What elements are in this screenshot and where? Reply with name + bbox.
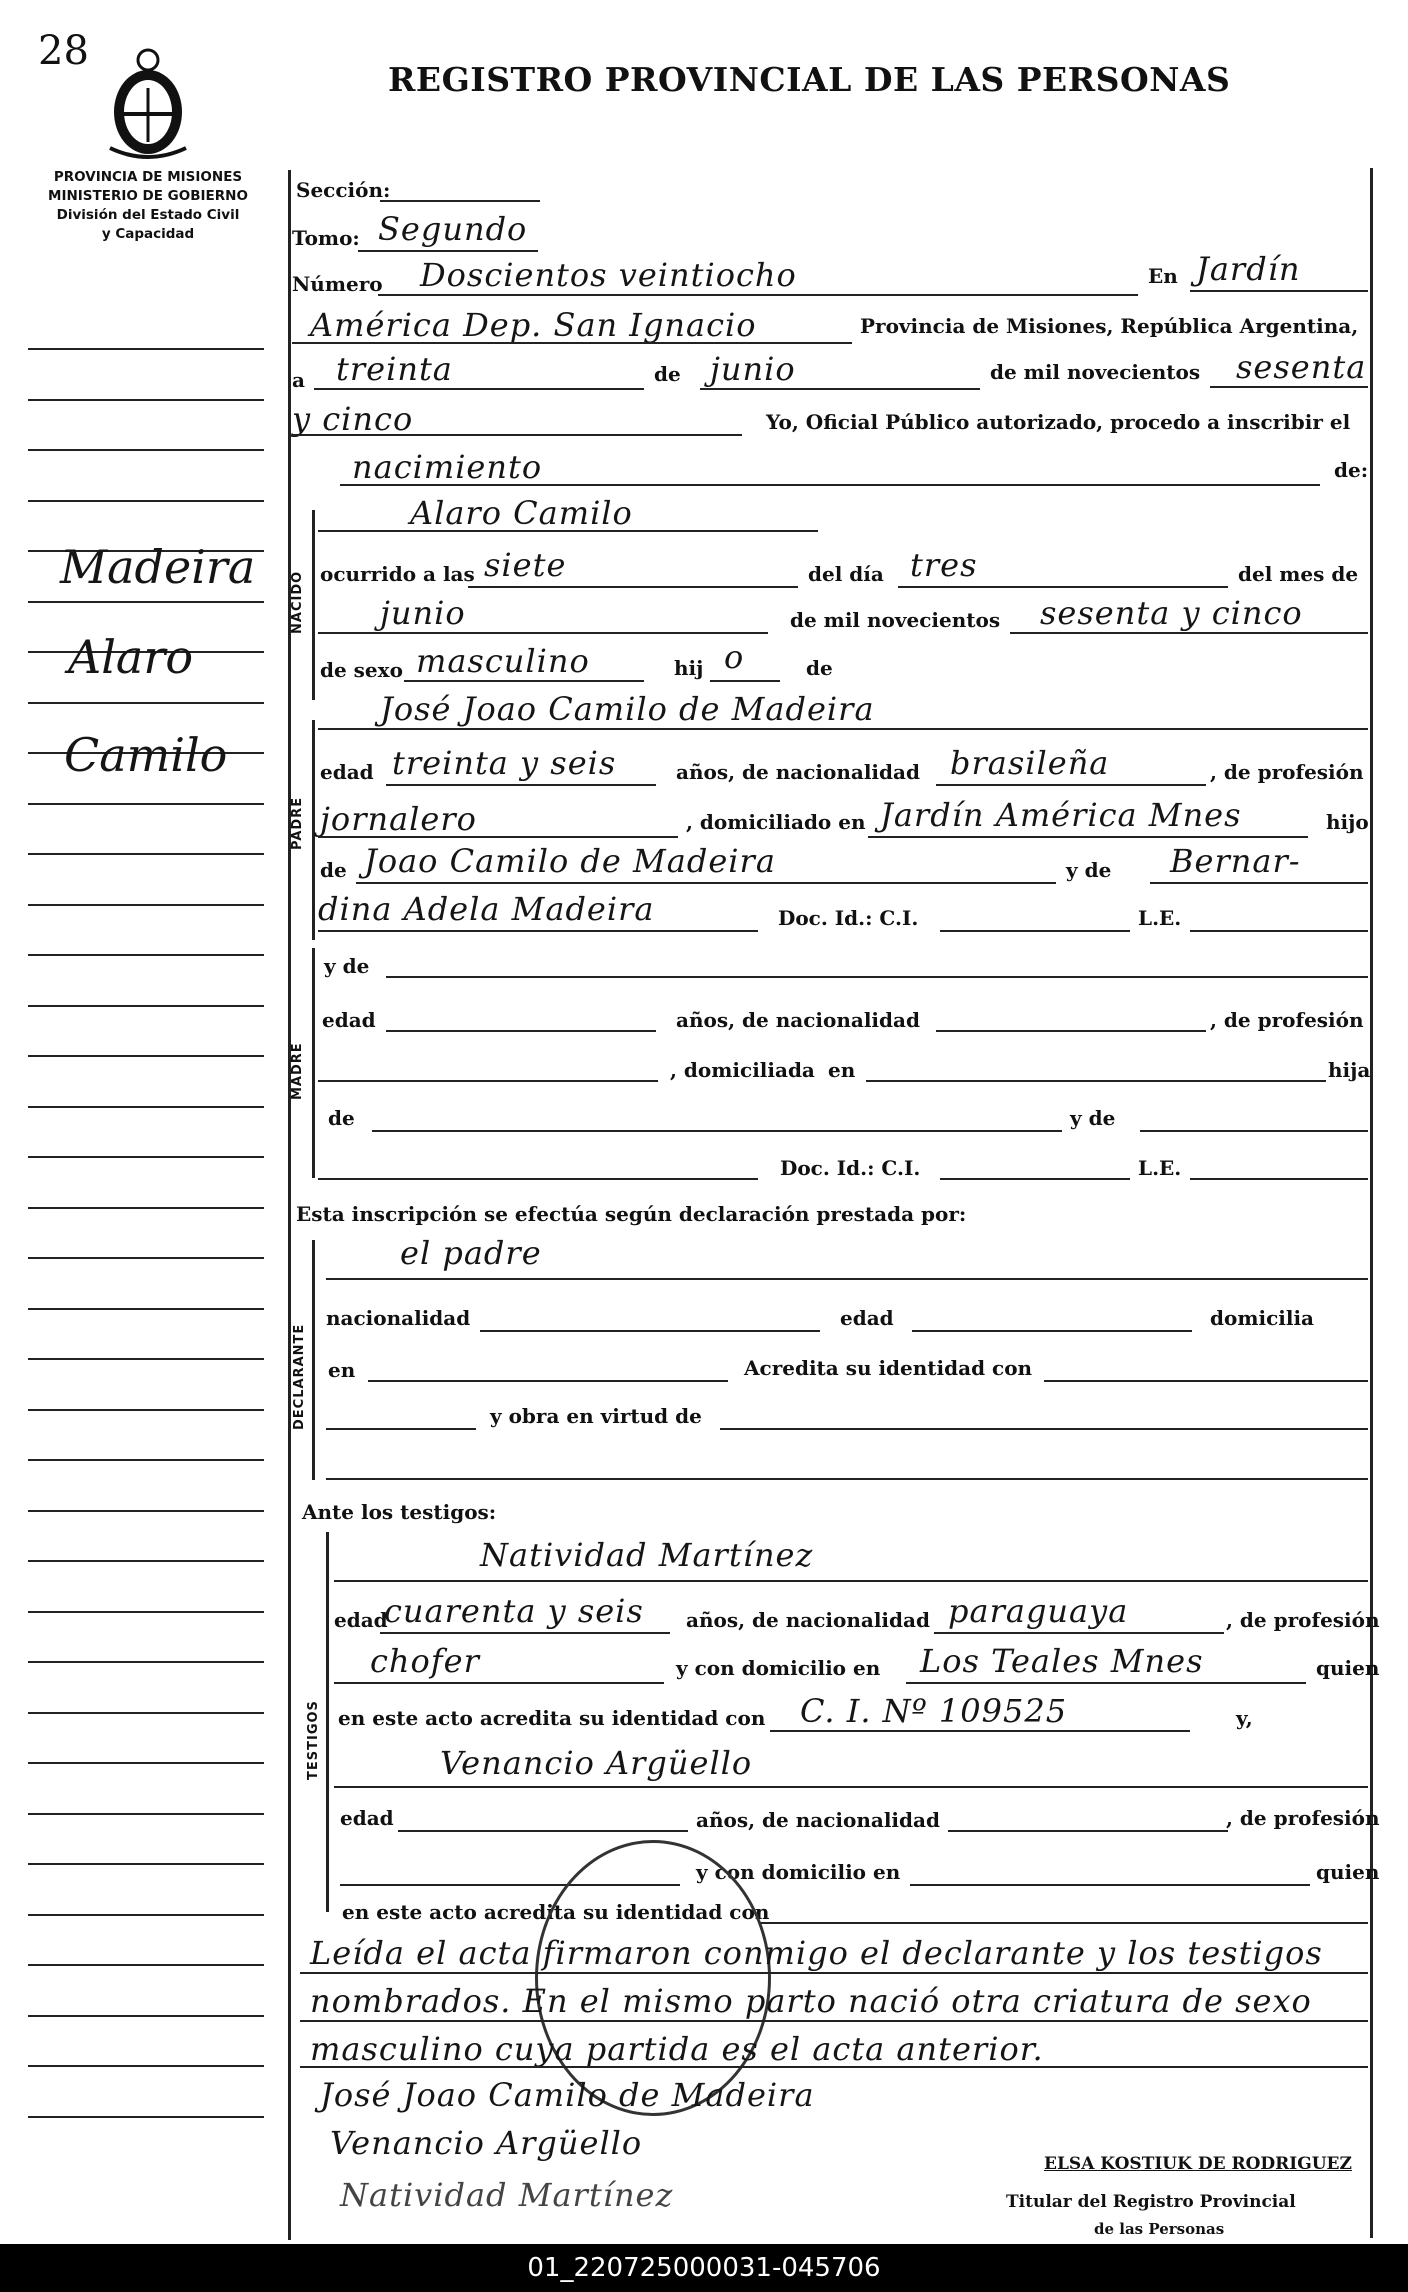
closing-line-1: Leída el acta firmaron conmigo el declarante y los testigos xyxy=(310,1934,1323,1972)
hour-value: siete xyxy=(484,546,567,584)
margin-rule xyxy=(28,449,264,451)
tomo-label: Tomo: xyxy=(292,226,360,250)
madre-bracket xyxy=(312,948,315,1178)
province-line: PROVINCIA DE MISIONES xyxy=(53,169,243,185)
padre-edad-line xyxy=(386,784,656,786)
witness1-edad-line xyxy=(380,1632,670,1634)
nacido-year-line xyxy=(1010,632,1368,634)
madre-doc-line xyxy=(940,1178,1130,1180)
padre-dom-label: , domiciliado en xyxy=(686,810,866,834)
acto-line xyxy=(340,484,1320,486)
ocurrido-label: ocurrido a las xyxy=(320,562,475,586)
signature-witness-2: Venancio Argüello xyxy=(330,2124,643,2162)
nacido-bracket xyxy=(312,510,315,700)
margin-rule xyxy=(28,399,264,401)
witness2-quien-label: quien xyxy=(1316,1860,1380,1884)
madre-dom-label: , domiciliada xyxy=(670,1058,815,1082)
province-block xyxy=(28,168,268,244)
de-label: de xyxy=(654,362,681,386)
witness2-name-line xyxy=(334,1786,1368,1788)
testigos-bracket xyxy=(326,1532,329,1912)
witness2-nac-label: años, de nacionalidad xyxy=(696,1808,940,1832)
nacido-year-value: sesenta y cinco xyxy=(1040,594,1303,632)
margin-rule xyxy=(28,1712,264,1714)
margin-rule xyxy=(28,1964,264,1966)
margin-rule xyxy=(28,1459,264,1461)
declarante-virtud-line xyxy=(720,1428,1368,1430)
declarante-bracket xyxy=(312,1240,315,1480)
madre-edad-line xyxy=(386,1030,656,1032)
witness2-id-line xyxy=(760,1922,1368,1924)
declarante-en-label: en xyxy=(328,1358,356,1382)
division-line-2: y Capacidad xyxy=(101,226,195,242)
margin-rule xyxy=(28,1510,264,1512)
padre-doc-label: Doc. Id.: C.I. xyxy=(778,906,919,930)
hij-label: hij xyxy=(674,656,704,680)
officer-title-1: Titular del Registro Provincial xyxy=(1006,2192,1296,2212)
numero-value: Doscientos veintiocho xyxy=(420,256,797,294)
page-number: 28 xyxy=(38,28,89,74)
sexo-line xyxy=(404,680,644,682)
declarante-domicilia-label: domicilia xyxy=(1210,1306,1315,1330)
day-value: treinta xyxy=(336,350,453,388)
del-dia-label: del día xyxy=(808,562,884,586)
margin-rule xyxy=(28,1863,264,1865)
signature-declarante: José Joao Camilo de Madeira xyxy=(320,2076,815,2114)
madre-prof-label: , de profesión xyxy=(1210,1008,1364,1032)
madre-father-line xyxy=(372,1130,1062,1132)
en-label: En xyxy=(1148,264,1178,288)
declarante-id-line xyxy=(326,1428,476,1430)
padre-prof-line xyxy=(318,836,678,838)
margin-rule xyxy=(28,853,264,855)
margin-rule xyxy=(28,1560,264,1562)
officer-title-2: de las Personas xyxy=(1094,2220,1225,2238)
margin-rule xyxy=(28,500,264,502)
witness1-prof-value: chofer xyxy=(370,1642,480,1680)
padre-mother-line xyxy=(1150,882,1368,884)
madre-mother-line-2 xyxy=(318,1178,758,1180)
padre-mother-value: Bernar- xyxy=(1170,842,1301,880)
declarante-intro: Esta inscripción se efectúa según declaración prestada por: xyxy=(296,1202,967,1226)
witness1-name-line xyxy=(334,1580,1368,1582)
witness1-nac-line xyxy=(934,1632,1224,1634)
margin-rule xyxy=(28,348,264,350)
margin-rule xyxy=(28,1762,264,1764)
form-right-border xyxy=(1370,168,1373,2238)
margin-rule xyxy=(28,954,264,956)
margin-rule xyxy=(28,1106,264,1108)
closing-rule-2 xyxy=(300,2020,1368,2022)
form-left-border xyxy=(288,170,291,2240)
declarante-edad-label: edad xyxy=(840,1306,894,1330)
declarante-section-label: DECLARANTE xyxy=(292,1323,307,1430)
padre-doc-line xyxy=(940,930,1130,932)
year-value-2: y cinco xyxy=(292,400,414,438)
signature-witness-1: Natividad Martínez xyxy=(340,2176,674,2214)
testigos-section-label: TESTIGOS xyxy=(306,1700,321,1780)
hij-line xyxy=(710,680,780,682)
padre-father-line xyxy=(356,882,1056,884)
madre-nac-label: años, de nacionalidad xyxy=(676,1008,920,1032)
seccion-line xyxy=(380,200,540,202)
acto-value: nacimiento xyxy=(352,448,543,486)
declarante-extra-line xyxy=(326,1478,1368,1480)
padre-name-line xyxy=(318,728,1368,730)
hour-line xyxy=(468,586,798,588)
padre-le-line xyxy=(1190,930,1368,932)
margin-rule xyxy=(28,1308,264,1310)
tomo-line xyxy=(358,250,538,252)
margin-note-surname: Madeira xyxy=(60,540,256,594)
witness1-dom-label: y con domicilio en xyxy=(676,1656,881,1680)
margin-rule xyxy=(28,2065,264,2067)
witness1-nac-value: paraguaya xyxy=(948,1592,1129,1630)
en-line xyxy=(1190,290,1368,292)
madre-de-label: de xyxy=(328,1106,355,1130)
nacido-month-value: junio xyxy=(380,594,466,632)
padre-dom-line xyxy=(868,836,1308,838)
margin-note-name-2: Camilo xyxy=(64,728,228,782)
madre-doc-label: Doc. Id.: C.I. xyxy=(780,1156,921,1180)
witness2-name: Venancio Argüello xyxy=(440,1744,753,1782)
witness1-nac-label: años, de nacionalidad xyxy=(686,1608,930,1632)
margin-rule xyxy=(28,1055,264,1057)
declarante-edad-line xyxy=(912,1330,1192,1332)
padre-section-label: PADRE xyxy=(290,796,305,850)
declarante-acredita-label: Acredita su identidad con xyxy=(744,1356,1033,1380)
place-line xyxy=(292,342,852,344)
madre-mother-line xyxy=(1140,1130,1368,1132)
year-value: sesenta xyxy=(1236,348,1367,386)
margin-rule xyxy=(28,1156,264,1158)
madre-le-label: L.E. xyxy=(1138,1156,1182,1180)
oficial-text: Yo, Oficial Público autorizado, procedo a inscribir el xyxy=(766,410,1351,434)
madre-hija-label: hija xyxy=(1328,1058,1371,1082)
padre-edad-value: treinta y seis xyxy=(392,744,617,782)
madre-nac-line xyxy=(936,1030,1206,1032)
witness2-acto-label: en este acto acredita su identidad con xyxy=(342,1900,770,1924)
month-value: junio xyxy=(710,350,796,388)
year-label: de mil novecientos xyxy=(990,360,1201,384)
officer-name: ELSA KOSTIUK DE RODRIGUEZ xyxy=(1044,2154,1352,2174)
witness2-dom-line xyxy=(910,1884,1310,1886)
declarante-nac-label: nacionalidad xyxy=(326,1306,471,1330)
place-value: América Dep. San Ignacio xyxy=(310,306,757,344)
witness1-prof-line xyxy=(334,1682,664,1684)
padre-y-de-label: y de xyxy=(1066,858,1112,882)
margin-rule xyxy=(28,803,264,805)
witness2-prof-label: , de profesión xyxy=(1226,1806,1380,1830)
margin-rule xyxy=(28,702,264,704)
padre-name: José Joao Camilo de Madeira xyxy=(380,690,875,728)
padre-bracket xyxy=(312,720,315,940)
nacido-day-value: tres xyxy=(910,546,978,584)
margin-rule xyxy=(28,1358,264,1360)
padre-mother-value-2: dina Adela Madeira xyxy=(318,890,655,928)
margin-rule xyxy=(28,2015,264,2017)
margin-rule xyxy=(28,1611,264,1613)
witness1-edad-value: cuarenta y seis xyxy=(384,1592,644,1630)
padre-nac-value: brasileña xyxy=(950,744,1110,782)
closing-rule-1 xyxy=(300,1972,1368,1974)
provincia-text: Provincia de Misiones, República Argentina, xyxy=(860,314,1359,338)
margin-rule xyxy=(28,1661,264,1663)
witness1-dom-value: Los Teales Mnes xyxy=(920,1642,1204,1680)
witness1-dom-line xyxy=(906,1682,1306,1684)
margin-rule xyxy=(28,1914,264,1916)
madre-prof-line xyxy=(318,1080,658,1082)
padre-nac-label: años, de nacionalidad xyxy=(676,760,920,784)
coat-of-arms-icon xyxy=(100,30,196,160)
nacido-name-line xyxy=(318,530,818,532)
madre-edad-label: edad xyxy=(322,1008,376,1032)
margin-rule xyxy=(28,1409,264,1411)
sexo-value: masculino xyxy=(416,642,590,680)
padre-mother-line-2 xyxy=(318,930,758,932)
witness2-dom-label: y con domicilio en xyxy=(696,1860,901,1884)
witness1-id-value: C. I. Nº 109525 xyxy=(800,1692,1068,1730)
declarante-virtud-label: y obra en virtud de xyxy=(490,1404,702,1428)
padre-de-label: de xyxy=(320,858,347,882)
nacido-de-label: de xyxy=(806,656,833,680)
padre-hijo-label: hijo xyxy=(1326,810,1369,834)
year-line-2 xyxy=(292,434,742,436)
padre-edad-label: edad xyxy=(320,760,374,784)
margin-rule xyxy=(28,1207,264,1209)
declarante-name-line xyxy=(326,1278,1368,1280)
a-label: a xyxy=(292,368,305,392)
witness1-acto-label: en este acto acredita su identidad con xyxy=(338,1706,766,1730)
declarante-en-line xyxy=(368,1380,728,1382)
witness2-nac-line xyxy=(948,1830,1228,1832)
margin-rule xyxy=(28,2116,264,2118)
nacido-month-line xyxy=(318,632,768,634)
nacido-section-label: NACIDO xyxy=(290,570,305,634)
official-seal xyxy=(535,1840,771,2116)
hij-value: o xyxy=(724,638,745,676)
numero-label: Número xyxy=(292,272,383,296)
del-mes-label: del mes de xyxy=(1238,562,1359,586)
numero-line xyxy=(378,294,1138,296)
seccion-label: Sección: xyxy=(296,178,391,202)
document-title: REGISTRO PROVINCIAL DE LAS PERSONAS xyxy=(388,60,1231,99)
madre-en-label: en xyxy=(828,1058,856,1082)
padre-le-label: L.E. xyxy=(1138,906,1182,930)
declarante-nac-line xyxy=(480,1330,820,1332)
padre-nac-line xyxy=(936,784,1206,786)
margin-rule xyxy=(28,1005,264,1007)
sexo-label: de sexo xyxy=(320,658,403,682)
witness1-prof-label: , de profesión xyxy=(1226,1608,1380,1632)
ministry-line: MINISTERIO DE GOBIERNO xyxy=(48,188,248,204)
witness2-edad-line xyxy=(398,1830,688,1832)
padre-father-value: Joao Camilo de Madeira xyxy=(364,842,776,880)
nacido-day-line xyxy=(898,586,1228,588)
en-value: Jardín xyxy=(1196,250,1301,288)
closing-line-3: masculino cuya partida es el acta anterior. xyxy=(310,2030,1044,2068)
declarante-name: el padre xyxy=(400,1234,542,1272)
witness1-edad-label: edad xyxy=(334,1608,388,1632)
padre-prof-label: , de profesión xyxy=(1210,760,1364,784)
witness1-quien-label: quien xyxy=(1316,1656,1380,1680)
year-line xyxy=(1210,386,1368,388)
tomo-value: Segundo xyxy=(378,210,528,248)
division-line: División del Estado Civil xyxy=(56,207,240,223)
madre-name-line xyxy=(386,976,1368,978)
madre-y-de-label: y de xyxy=(324,954,370,978)
witness2-edad-label: edad xyxy=(340,1806,394,1830)
madre-le-line xyxy=(1190,1178,1368,1180)
margin-rule xyxy=(28,601,264,603)
madre-y-de2-label: y de xyxy=(1070,1106,1116,1130)
padre-prof-value: jornalero xyxy=(320,800,477,838)
de-colon: de: xyxy=(1334,458,1369,482)
padre-dom-value: Jardín América Mnes xyxy=(880,796,1242,834)
madre-dom-line xyxy=(866,1080,1326,1082)
closing-rule-3 xyxy=(300,2066,1368,2068)
day-line xyxy=(314,388,644,390)
witness1-name: Natividad Martínez xyxy=(480,1536,814,1574)
nacido-name: Alaro Camilo xyxy=(410,494,633,532)
margin-note-name-1: Alaro xyxy=(68,630,194,684)
witness1-id-line xyxy=(770,1730,1190,1732)
margin-rule xyxy=(28,904,264,906)
closing-line-2: nombrados. En el mismo parto nació otra criatura de sexo xyxy=(310,1982,1312,2020)
nacido-year-label: de mil novecientos xyxy=(790,608,1001,632)
testigos-intro: Ante los testigos: xyxy=(302,1500,497,1524)
month-line xyxy=(700,388,980,390)
image-id-footer: 01_220725000031-045706 xyxy=(0,2244,1408,2292)
witness1-y-label: y, xyxy=(1236,1706,1253,1730)
margin-rule xyxy=(28,1813,264,1815)
declarante-acredita-line xyxy=(1044,1380,1368,1382)
madre-section-label: MADRE xyxy=(290,1042,305,1100)
margin-rule xyxy=(28,1257,264,1259)
